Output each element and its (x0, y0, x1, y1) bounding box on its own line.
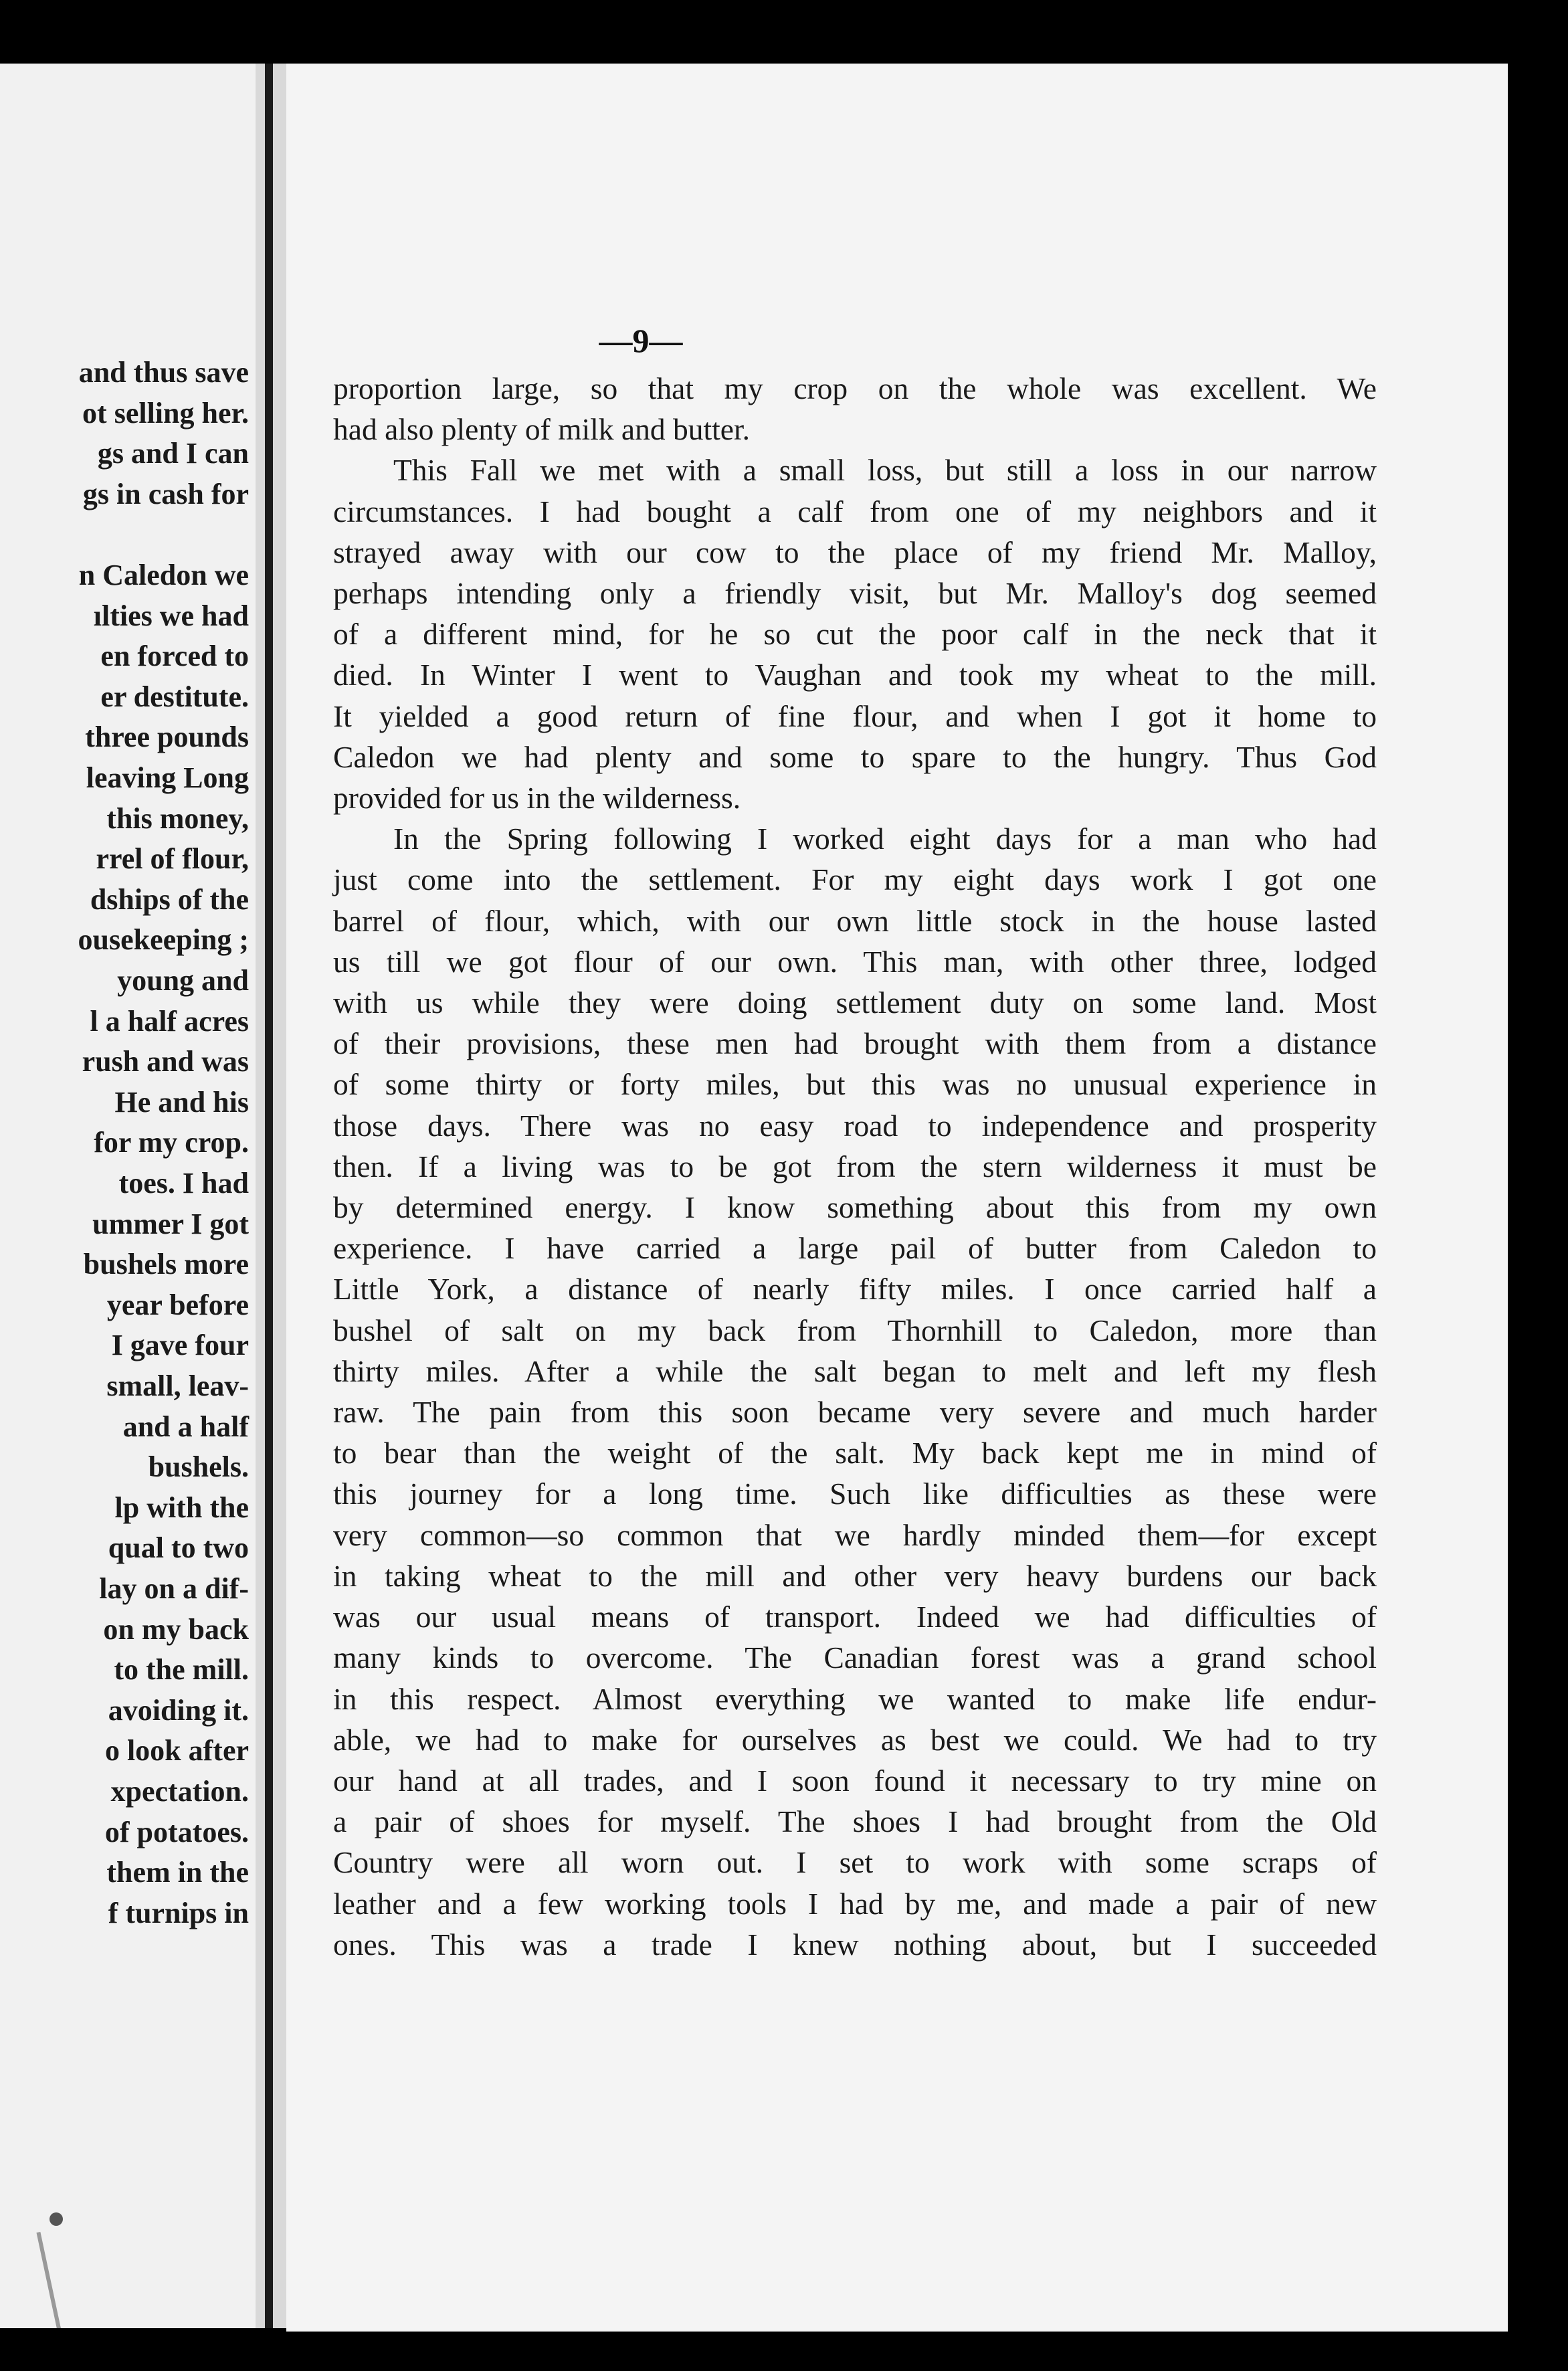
page-number: —9— (599, 322, 683, 359)
text-line: experience. I have carried a large pail of butter from Caledon to (333, 1231, 1377, 1266)
left-page-line: gs and I can (97, 437, 249, 470)
text-line: barrel of flour, which, with our own little stock in the house lasted (333, 903, 1377, 938)
text-line: in taking wheat to the mill and other very heavy burdens our back (333, 1558, 1377, 1593)
text-line: Caledon we had plenty and some to spare to the hungry. Thus God (333, 739, 1377, 774)
left-page-line: dships of the (90, 882, 249, 916)
text-line: us till we got flour of our own. This man, with other three, lodged (333, 944, 1377, 979)
left-page-line: and thus save (78, 356, 249, 389)
text-line: thirty miles. After a while the salt began to melt and left my flesh (333, 1353, 1377, 1388)
text-line: very common—so common that we hardly minded them—for except (333, 1517, 1377, 1552)
left-page-line: bushels more (83, 1248, 249, 1281)
text-line: a pair of shoes for myself. The shoes I had brought from the Old (333, 1804, 1377, 1839)
text-line: was our usual means of transport. Indeed we had difficulties of (333, 1600, 1377, 1634)
text-line: just come into the settlement. For my eight days work I got one (333, 862, 1377, 897)
left-page-line: en forced to (100, 640, 249, 673)
book-gutter (256, 64, 286, 2328)
text-line: In the Spring following I worked eight days for a man who had (393, 822, 1377, 856)
left-page-line: xpectation. (110, 1775, 249, 1808)
left-page-line: avoiding it. (108, 1693, 249, 1727)
text-line: to bear than the weight of the salt. My back kept me in mind of (333, 1436, 1377, 1471)
left-page-line: to the mill. (114, 1653, 249, 1687)
left-page-line: ousekeeping ; (78, 923, 249, 957)
text-line: provided for us in the wilderness. (333, 781, 741, 816)
text-line: perhaps intending only a friendly visit, but Mr. Malloy's dog seemed (333, 576, 1377, 611)
gutter-shadow-line (265, 64, 273, 2328)
left-page-line: rush and was (82, 1045, 249, 1078)
text-line: of their provisions, these men had brought with them from a distance (333, 1026, 1377, 1061)
left-page-line: qual to two (108, 1531, 249, 1565)
text-line: Little York, a distance of nearly fifty miles. I once carried half a (333, 1272, 1377, 1307)
text-line: bushel of salt on my back from Thornhill to Caledon, more than (333, 1313, 1377, 1347)
text-line: It yielded a good return of fine flour, and when I got it home to (333, 698, 1377, 733)
text-line: this journey for a long time. Such like difficulties as these were (333, 1477, 1377, 1511)
text-line: This Fall we met with a small loss, but still a loss in our narrow (393, 453, 1377, 488)
left-page-line: three pounds (85, 721, 249, 754)
body-text (333, 368, 1377, 1965)
left-page-line: toes. I had (118, 1167, 249, 1200)
left-page-line: small, leav- (106, 1369, 249, 1402)
left-page-line: of potatoes. (104, 1815, 249, 1848)
left-page-line: l a half acres (90, 1004, 249, 1038)
left-page-line: ummer I got (92, 1207, 249, 1240)
scan-scratch (36, 2232, 61, 2328)
right-page (286, 64, 1508, 2332)
text-line: proportion large, so that my crop on the whole was excellent. We (333, 371, 1377, 405)
text-line: had also plenty of milk and butter. (333, 412, 750, 447)
text-line: of some thirty or forty miles, but this was no unusual experience in (333, 1067, 1377, 1102)
left-page-fragment (0, 64, 256, 2328)
left-page-line: rrel of flour, (96, 842, 249, 876)
left-page-line: bushels. (148, 1450, 249, 1484)
left-page-line: ılties we had (93, 599, 249, 632)
left-page-line: leaving Long (86, 761, 249, 794)
text-line: then. If a living was to be got from the stern wilderness it must be (333, 1149, 1377, 1183)
left-page-line: ot selling her. (82, 396, 249, 430)
text-line: leather and a few working tools I had by me, and made a pair of new (333, 1886, 1377, 1921)
left-page-line: o look after (104, 1734, 249, 1768)
text-line: raw. The pain from this soon became very severe and much harder (333, 1395, 1377, 1430)
left-page-line: for my crop. (94, 1126, 249, 1159)
text-line: many kinds to overcome. The Canadian forest was a grand school (333, 1640, 1377, 1675)
left-page-line: young and (117, 964, 249, 997)
text-line: strayed away with our cow to the place of my friend Mr. Malloy, (333, 535, 1377, 569)
text-line: able, we had to make for ourselves as best we could. We had to try (333, 1722, 1377, 1757)
text-line: in this respect. Almost everything we wanted to make life endur- (333, 1681, 1377, 1716)
left-page-line: this money, (106, 801, 249, 835)
left-page-line: lp with the (114, 1491, 249, 1524)
left-page-line: I gave four (111, 1329, 249, 1362)
left-page-line: year before (106, 1288, 249, 1321)
text-line: Country were all worn out. I set to work with some scraps of (333, 1845, 1377, 1880)
text-line: circumstances. I had bought a calf from one of my neighbors and it (333, 494, 1377, 529)
ink-spot (50, 2212, 63, 2226)
left-page-line: lay on a dif- (99, 1572, 249, 1605)
left-page-line: on my back (103, 1612, 249, 1646)
text-line: with us while they were doing settlement duty on some land. Most (333, 985, 1377, 1020)
left-page-line: er destitute. (100, 680, 249, 713)
left-page-line: them in the (106, 1856, 249, 1889)
text-line: of a different mind, for he so cut the poor calf in the neck that it (333, 617, 1377, 652)
text-line: those days. There was no easy road to independence and prosperity (333, 1108, 1377, 1143)
left-page-line: n Caledon we (78, 559, 249, 591)
left-page-line: gs in cash for (82, 477, 249, 510)
text-line: our hand at all trades, and I soon found it necessary to try mine on (333, 1763, 1377, 1798)
text-line: died. In Winter I went to Vaughan and took my wheat to the mill. (333, 658, 1377, 692)
text-line: by determined energy. I know something about this from my own (333, 1190, 1377, 1225)
left-page-line: He and his (114, 1085, 249, 1119)
text-line: ones. This was a trade I knew nothing about, but I succeeded (333, 1927, 1377, 1962)
left-page-line: and a half (122, 1410, 249, 1443)
left-page-line: f turnips in (108, 1896, 249, 1929)
